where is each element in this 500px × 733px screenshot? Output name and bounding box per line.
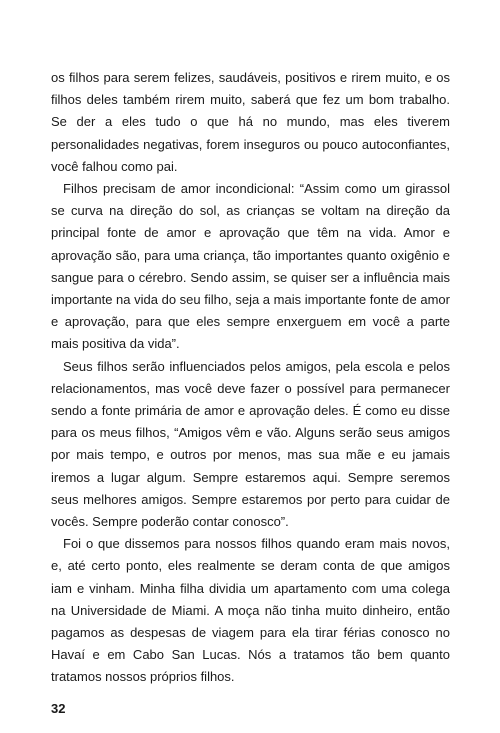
paragraph-2: Filhos precisam de amor incondicional: “Assim como um girassol se curva na direção do sol, as crianças se voltam na direção da principal fonte de amor e aprovação que têm na vida. Amor e aprovação são, para uma criança, tão importantes quanto oxigênio e sangue para o cérebro. Sendo assim, se quiser ser a influência mais importante na vida do seu filho, seja a mais importante fonte de amor e aprovação, para que eles sempre enxerguem em você a parte mais positiva da vida”. <box>51 181 450 352</box>
paragraph-4: Foi o que dissemos para nossos filhos quando eram mais novos, e, até certo ponto, eles realmente se deram conta de que amigos iam e vinham. Minha filha dividia um apartamento com uma colega na Universidade de Miami. A moça não tinha muito dinheiro, então pagamos as despesas de viagem para ela tirar férias conosco no Havaí e em Cabo San Lucas. Nós a tratamos tão bem quanto tratamos nossos próprios filhos. <box>51 536 450 685</box>
paragraph-1: os filhos para serem felizes, saudáveis, positivos e rirem muito, e os filhos deles também rirem muito, saberá que fez um bom trabalho. Se der a eles tudo o que há no mundo, mas eles tiverem personalidades negativas, forem inseguros ou pouco autoconfiantes, você falhou como pai. <box>51 70 450 174</box>
paragraph-3: Seus filhos serão influenciados pelos amigos, pela escola e pelos relacionamentos, mas você deve fazer o possível para permanecer sendo a fonte primária de amor e aprovação deles. É como eu disse para os meus filhos, “Amigos vêm e vão. Alguns serão seus amigos por mais tempo, e outros por menos, mas sua mãe e eu jamais iremos a lugar algum. Sempre estaremos aqui. Sempre seremos seus melhores amigos. Sempre estaremos por perto para cuidar de vocês. Sempre poderão contar conosco”. <box>51 358 450 530</box>
page-body <box>51 67 450 689</box>
page-number: 32 <box>51 701 66 716</box>
